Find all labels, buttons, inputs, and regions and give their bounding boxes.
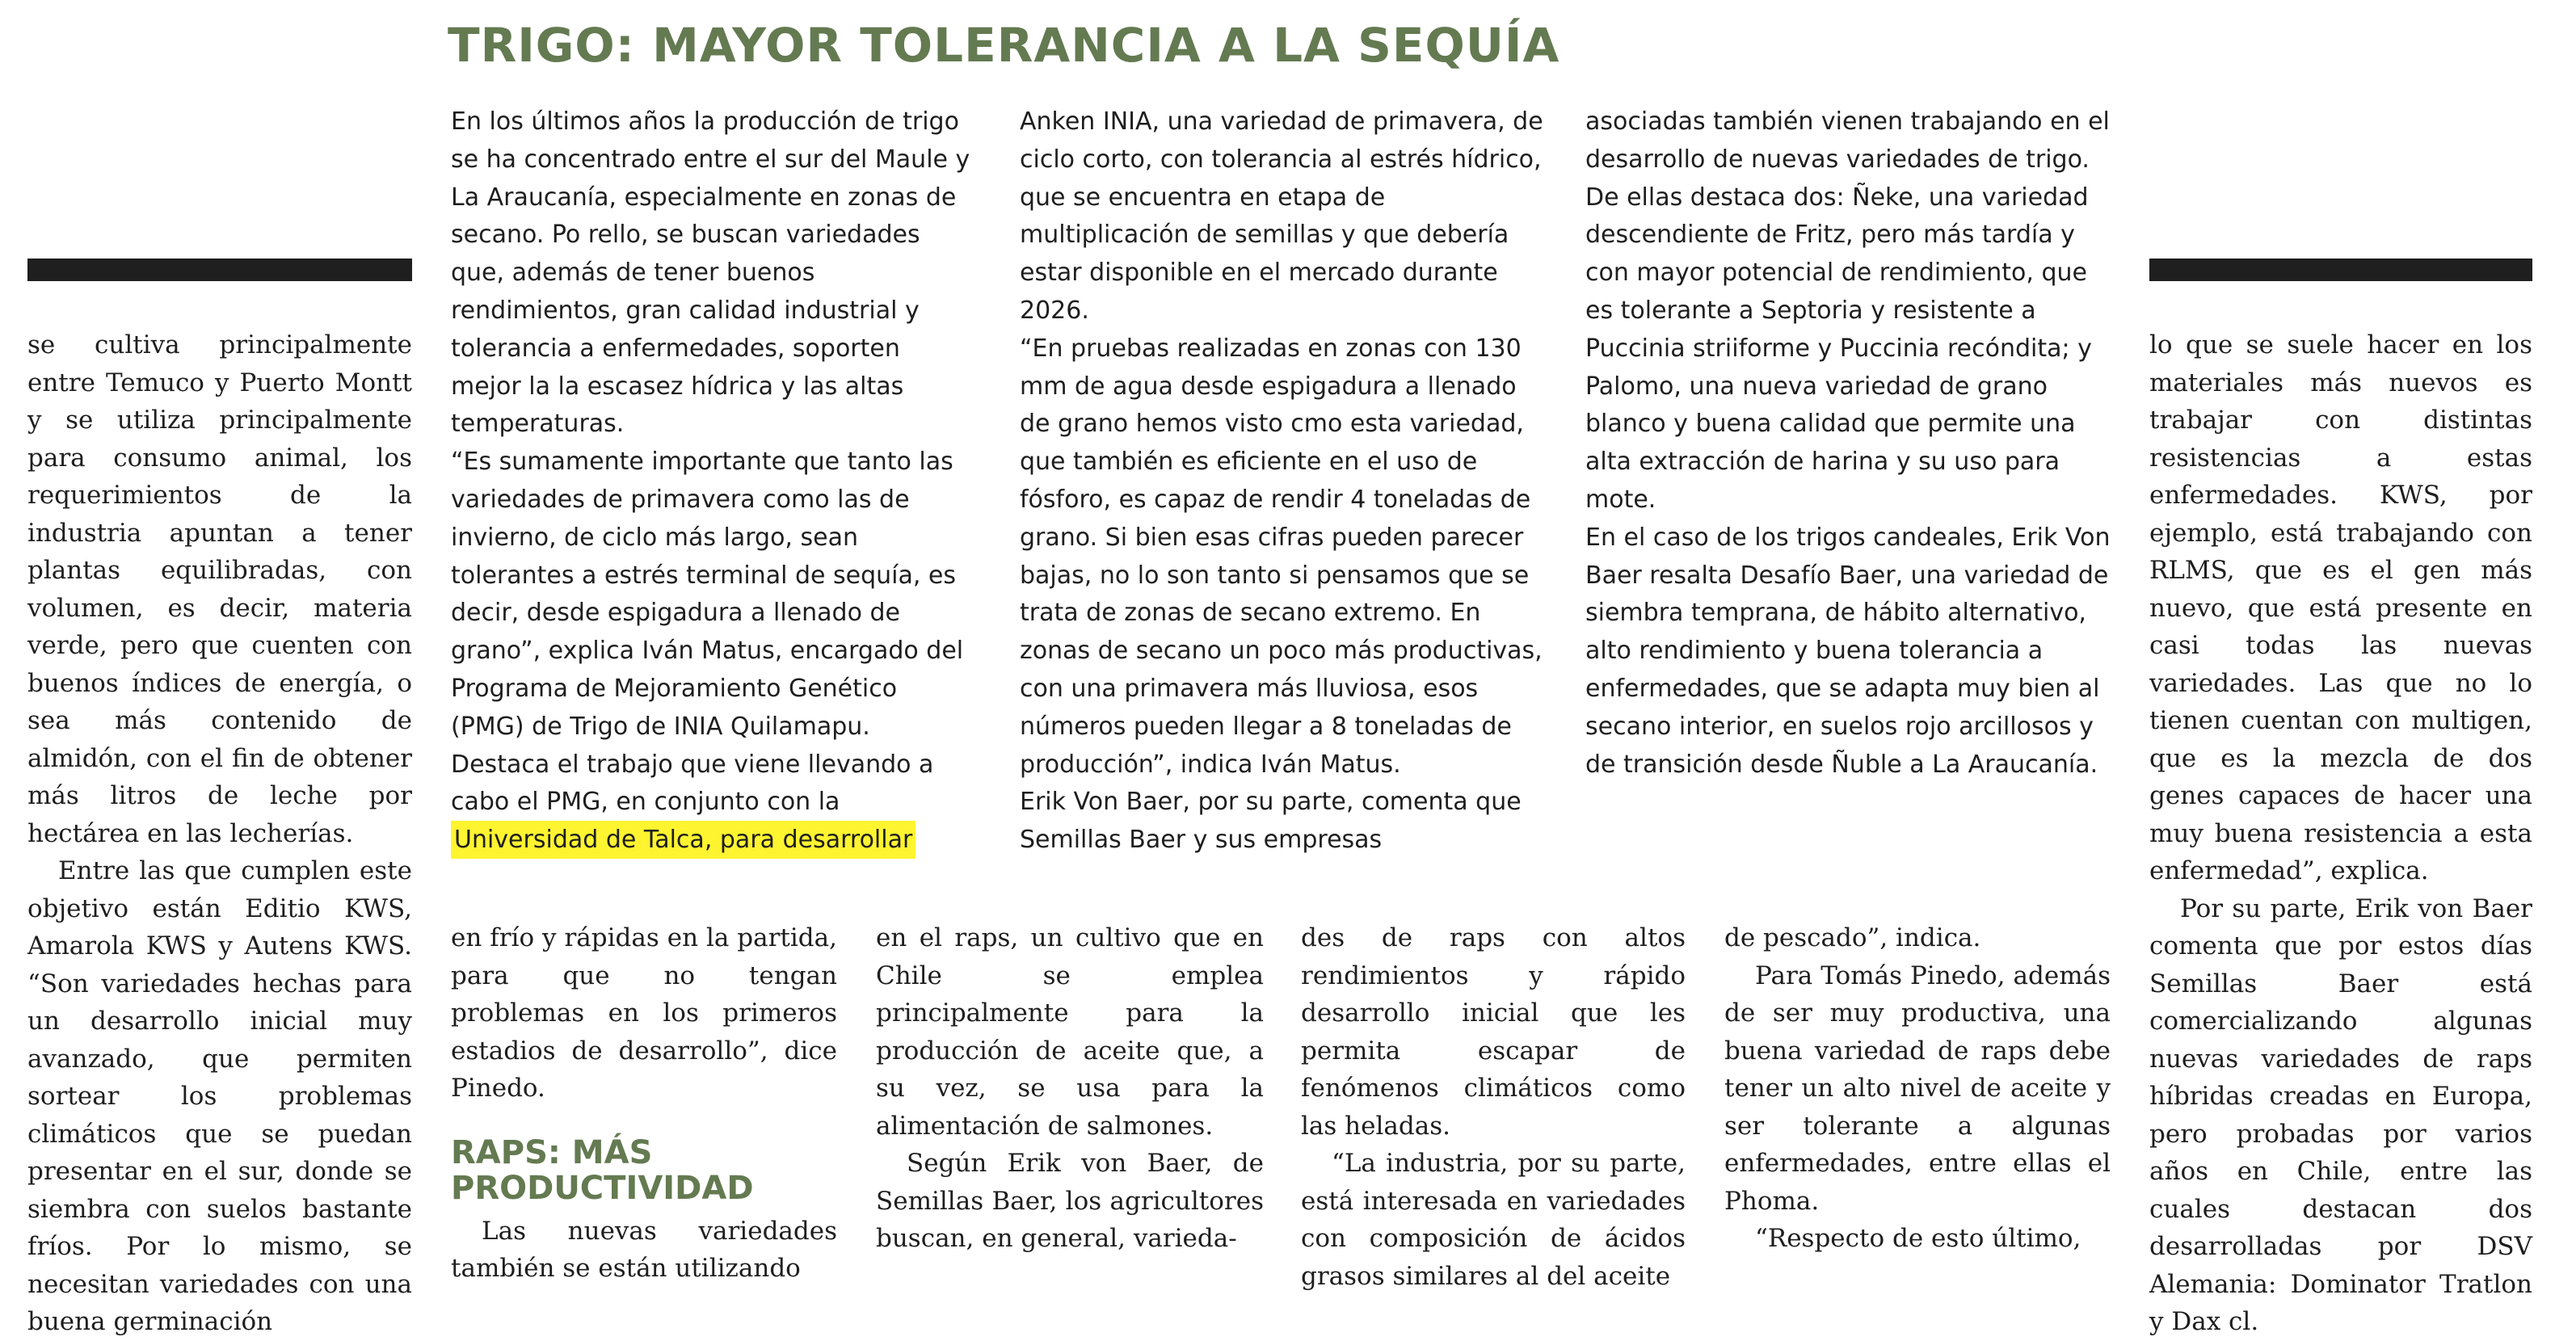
trigo-col2-paragraph-1: Anken INIA, una variedad de primavera, de ciclo corto, con tolerancia al estrés hídrico, que se encuentra en etapa de multiplicación de semillas y que debería estar disponible en el mercado durante 2026.	[1020, 107, 1543, 325]
trigo-col3-paragraph-1: asociadas también vienen trabajando en el desarrollo de nuevas variedades de trigo.	[1585, 107, 2110, 174]
subheading-line-2: PRODUCTIVIDAD	[451, 1169, 754, 1207]
left-col-paragraph-2: Entre las que cumplen este objetivo están Editio KWS, Amarola KWS y Autens KWS. “Son variedades hechas para un desarrollo inicial muy avanzado, que permiten sortear los problemas climáticos que se puedan presentar en el sur, donde se siembra con suelos bastante fríos. Por lo mismo, se necesitan variedades con una buena germinación	[27, 856, 412, 1336]
trigo-col3-paragraph-2: De ellas destaca dos: Ñeke, una variedad descendiente de Fritz, pero más tardía y con mayor potencial de rendimiento, que es tolerante a Septoria y resistente a Puccinia striiforme y Puccinia recóndita; y Palomo, una nueva variedad de grano blanco y buena calidad que permite una alta extracción de harina y su uso para mote.	[1585, 183, 2092, 514]
right-col-paragraph-1: lo que se suele hacer en los materiales más nuevos es trabajar con distintas resistencias a estas enfermedades. KWS, por ejemplo, está trabajando con RLMS, que es el gen más nuevo, que está presente en casi todas las nuevas variedades. Las que no lo tienen cuentan con multigen, que es la mezcla de dos genes capaces de hacer una muy buena resistencia a esta enfermedad”, explica.	[2149, 330, 2532, 885]
right-column	[2149, 326, 2532, 1341]
left-col-paragraph-1: se cultiva principalmente entre Temuco y Puerto Montt y se utiliza principalmente para consumo animal, los requerimientos de la industria apuntan a tener plantas equilibradas, con volumen, es decir, materia verde, pero que cuenten con buenos índices de energía, o sea más contenido de almidón, con el fin de obtener más litros de leche por hectárea en las lecherías.	[27, 330, 412, 848]
trigo-col2-paragraph-3: Erik Von Baer, por su parte, comenta que Semillas Baer y sus empresas	[1020, 788, 1522, 855]
bottom-col2-paragraph-1: en el raps, un cultivo que en Chile se emplea principalmente para la producción de aceite que, a su vez, se usa para la alimentación de salmones.	[876, 923, 1264, 1141]
trigo-col1-paragraph-1: En los últimos años la producción de trigo se ha concentrado entre el sur del Maule y La Araucanía, especialmente en zonas de secano. Po rello, se buscan variedades que, además de tener buenos rendimientos, gran calidad industrial y tolerancia a enfermedades, soporten mejor la la escasez hídrica y las altas temperaturas.	[451, 107, 970, 439]
trigo-col3-paragraph-3: En el caso de los trigos candeales, Erik Von Baer resalta Desafío Baer, una variedad de siembra temprana, de hábito alternativo, alto rendimiento y buena tolerancia a enfermedades, que se adapta muy bien al secano interior, en suelos rojo arcillosos y de transición desde Ñuble a La Araucanía.	[1585, 523, 2111, 779]
subheading-line-1: RAPS: MÁS	[451, 1133, 653, 1171]
section-subheading	[451, 1135, 837, 1206]
left-column	[27, 326, 412, 1341]
bottom-col2-paragraph-2: Según Erik von Baer, de Semillas Baer, los agricultores buscan, en general, varieda-	[876, 1149, 1264, 1253]
bottom-column-2	[876, 919, 1264, 1258]
column-rule-right	[2149, 259, 2532, 281]
bottom-column-3	[1301, 919, 1686, 1295]
trigo-col1-paragraph-3-text: Destaca el trabajo que viene llevando a cabo el PMG, en conjunto con la	[451, 750, 934, 817]
highlighted-text: Universidad de Talca, para desarrollar	[451, 821, 915, 859]
bottom-col3-paragraph-2: “La industria, por su parte, está interesada en variedades con composición de ácidos grasos similares al del aceite	[1301, 1149, 1686, 1291]
article-title: TRIGO: MAYOR TOLERANCIA A LA SEQUÍA	[448, 18, 1560, 73]
trigo-col1-paragraph-3	[451, 746, 974, 860]
bottom-col4-paragraph-2: Para Tomás Pinedo, además de ser muy productiva, una buena variedad de raps debe tener un alto nivel de aceite y ser tolerante a algunas enfermedades, entre ellas el Phoma.	[1724, 961, 2111, 1216]
column-rule-left	[27, 259, 412, 281]
bottom-col1-paragraph-1: en frío y rápidas en la partida, para que no tengan problemas en los primeros estadios de desarrollo”, dice Pinedo.	[451, 923, 837, 1103]
trigo-col1-paragraph-2: “Es sumamente importante que tanto las variedades de primavera como las de invierno, de ciclo más largo, sean tolerantes a estrés terminal de sequía, es decir, desde espigadura a llenado de grano”, explica Iván Matus, encargado del Programa de Mejoramiento Genético (PMG) de Trigo de INIA Quilamapu.	[451, 448, 964, 741]
bottom-col3-paragraph-1: des de raps con altos rendimientos y rápido desarrollo inicial que les permita escapar de fenómenos climáticos como las heladas.	[1301, 923, 1686, 1141]
bottom-col4-paragraph-1: de pescado”, indica.	[1724, 923, 1981, 952]
bottom-column-4	[1724, 919, 2111, 1258]
bottom-col4-paragraph-3: “Respecto de esto último,	[1755, 1224, 2081, 1253]
trigo-col2-paragraph-2: “En pruebas realizadas en zonas con 130 mm de agua desde espigadura a llenado de grano hemos visto cmo esta variedad, que también es eficiente en el uso de fósforo, es capaz de rendir 4 toneladas de grano. Si bien esas cifras pueden parecer bajas, no lo son tanto si pensamos que se trata de zonas de secano extremo. En zonas de secano un poco más productivas, con una primavera más lluviosa, esos números pueden llegar a 8 toneladas de producción”, indica Iván Matus.	[1020, 334, 1543, 779]
bottom-column-1	[451, 919, 837, 1288]
bottom-col1-paragraph-2: Las nuevas variedades también se están utilizando	[451, 1216, 837, 1283]
trigo-column-2	[1020, 103, 1553, 860]
right-col-paragraph-2: Por su parte, Erik von Baer comenta que por estos días Semillas Baer está comercializando algunas nuevas variedades de raps híbridas creadas en Europa, pero probadas por varios años en Chile, entre las cuales destacan dos desarrolladas por DSV Alemania: Dominator Tratlon y Dax cl.	[2149, 893, 2532, 1336]
trigo-column-1	[451, 103, 974, 860]
trigo-column-3	[1585, 103, 2119, 784]
